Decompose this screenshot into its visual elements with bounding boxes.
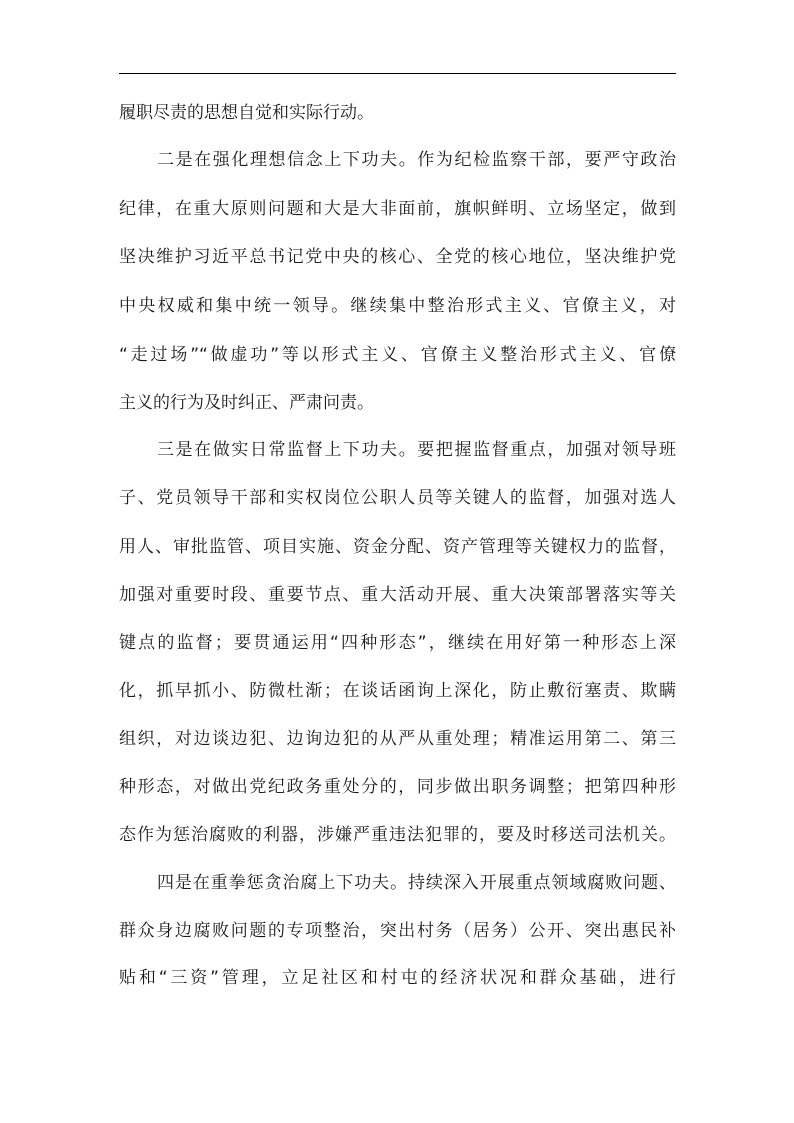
paragraph-line: 组织，对边谈边犯、边询边犯的从严从重处理；精准运用第二、第三 [119, 729, 676, 749]
paragraph-line: 履职尽责的思想自觉和实际行动。 [119, 103, 374, 123]
paragraph-line: 纪律，在重大原则问题和大是大非面前，旗帜鲜明、立场坚定，做到 [119, 199, 676, 219]
paragraph-line: 加强对重要时段、重要节点、重大活动开展、重大决策部署落实等关 [119, 585, 676, 605]
paragraph-line: “走过场”“做虚功”等以形式主义、官僚主义整治形式主义、官僚 [119, 345, 676, 365]
paragraph-line: 中央权威和集中统一领导。继续集中整治形式主义、官僚主义，对 [119, 296, 676, 316]
paragraph-line: 主义的行为及时纠正、严肃问责。 [119, 393, 374, 413]
paragraph-line: 群众身边腐败问题的专项整治，突出村务（居务）公开、突出惠民补 [119, 921, 676, 941]
paragraph-line: 四是在重拳惩贪治腐上下功夫。持续深入开展重点领域腐败问题、 [157, 873, 676, 893]
paragraph-line: 键点的监督；要贯通运用“四种形态”，继续在用好第一种形态上深 [119, 633, 676, 653]
paragraph-line: 坚决维护习近平总书记党中央的核心、全党的核心地位，坚决维护党 [119, 247, 676, 267]
paragraph-line: 贴和“三资”管理，立足社区和村屯的经济状况和群众基础，进行 [119, 968, 676, 988]
paragraph-line: 化，抓早抓小、防微杜渐；在谈话函询上深化，防止敷衍塞责、欺瞒 [119, 681, 676, 701]
paragraph-line: 子、党员领导干部和实权岗位公职人员等关键人的监督，加强对选人 [119, 488, 676, 508]
paragraph-line: 用人、审批监管、项目实施、资金分配、资产管理等关键权力的监督， [119, 537, 676, 557]
paragraph-line: 二是在强化理想信念上下功夫。作为纪检监察干部，要严守政治 [157, 150, 676, 170]
header-rule [119, 73, 676, 74]
paragraph-line: 态作为惩治腐败的利器，涉嫌严重违法犯罪的，要及时移送司法机关。 [119, 825, 676, 845]
paragraph-line: 种形态，对做出党纪政务重处分的，同步做出职务调整；把第四种形 [119, 777, 676, 797]
paragraph-line: 三是在做实日常监督上下功夫。要把握监督重点，加强对领导班 [157, 440, 676, 460]
